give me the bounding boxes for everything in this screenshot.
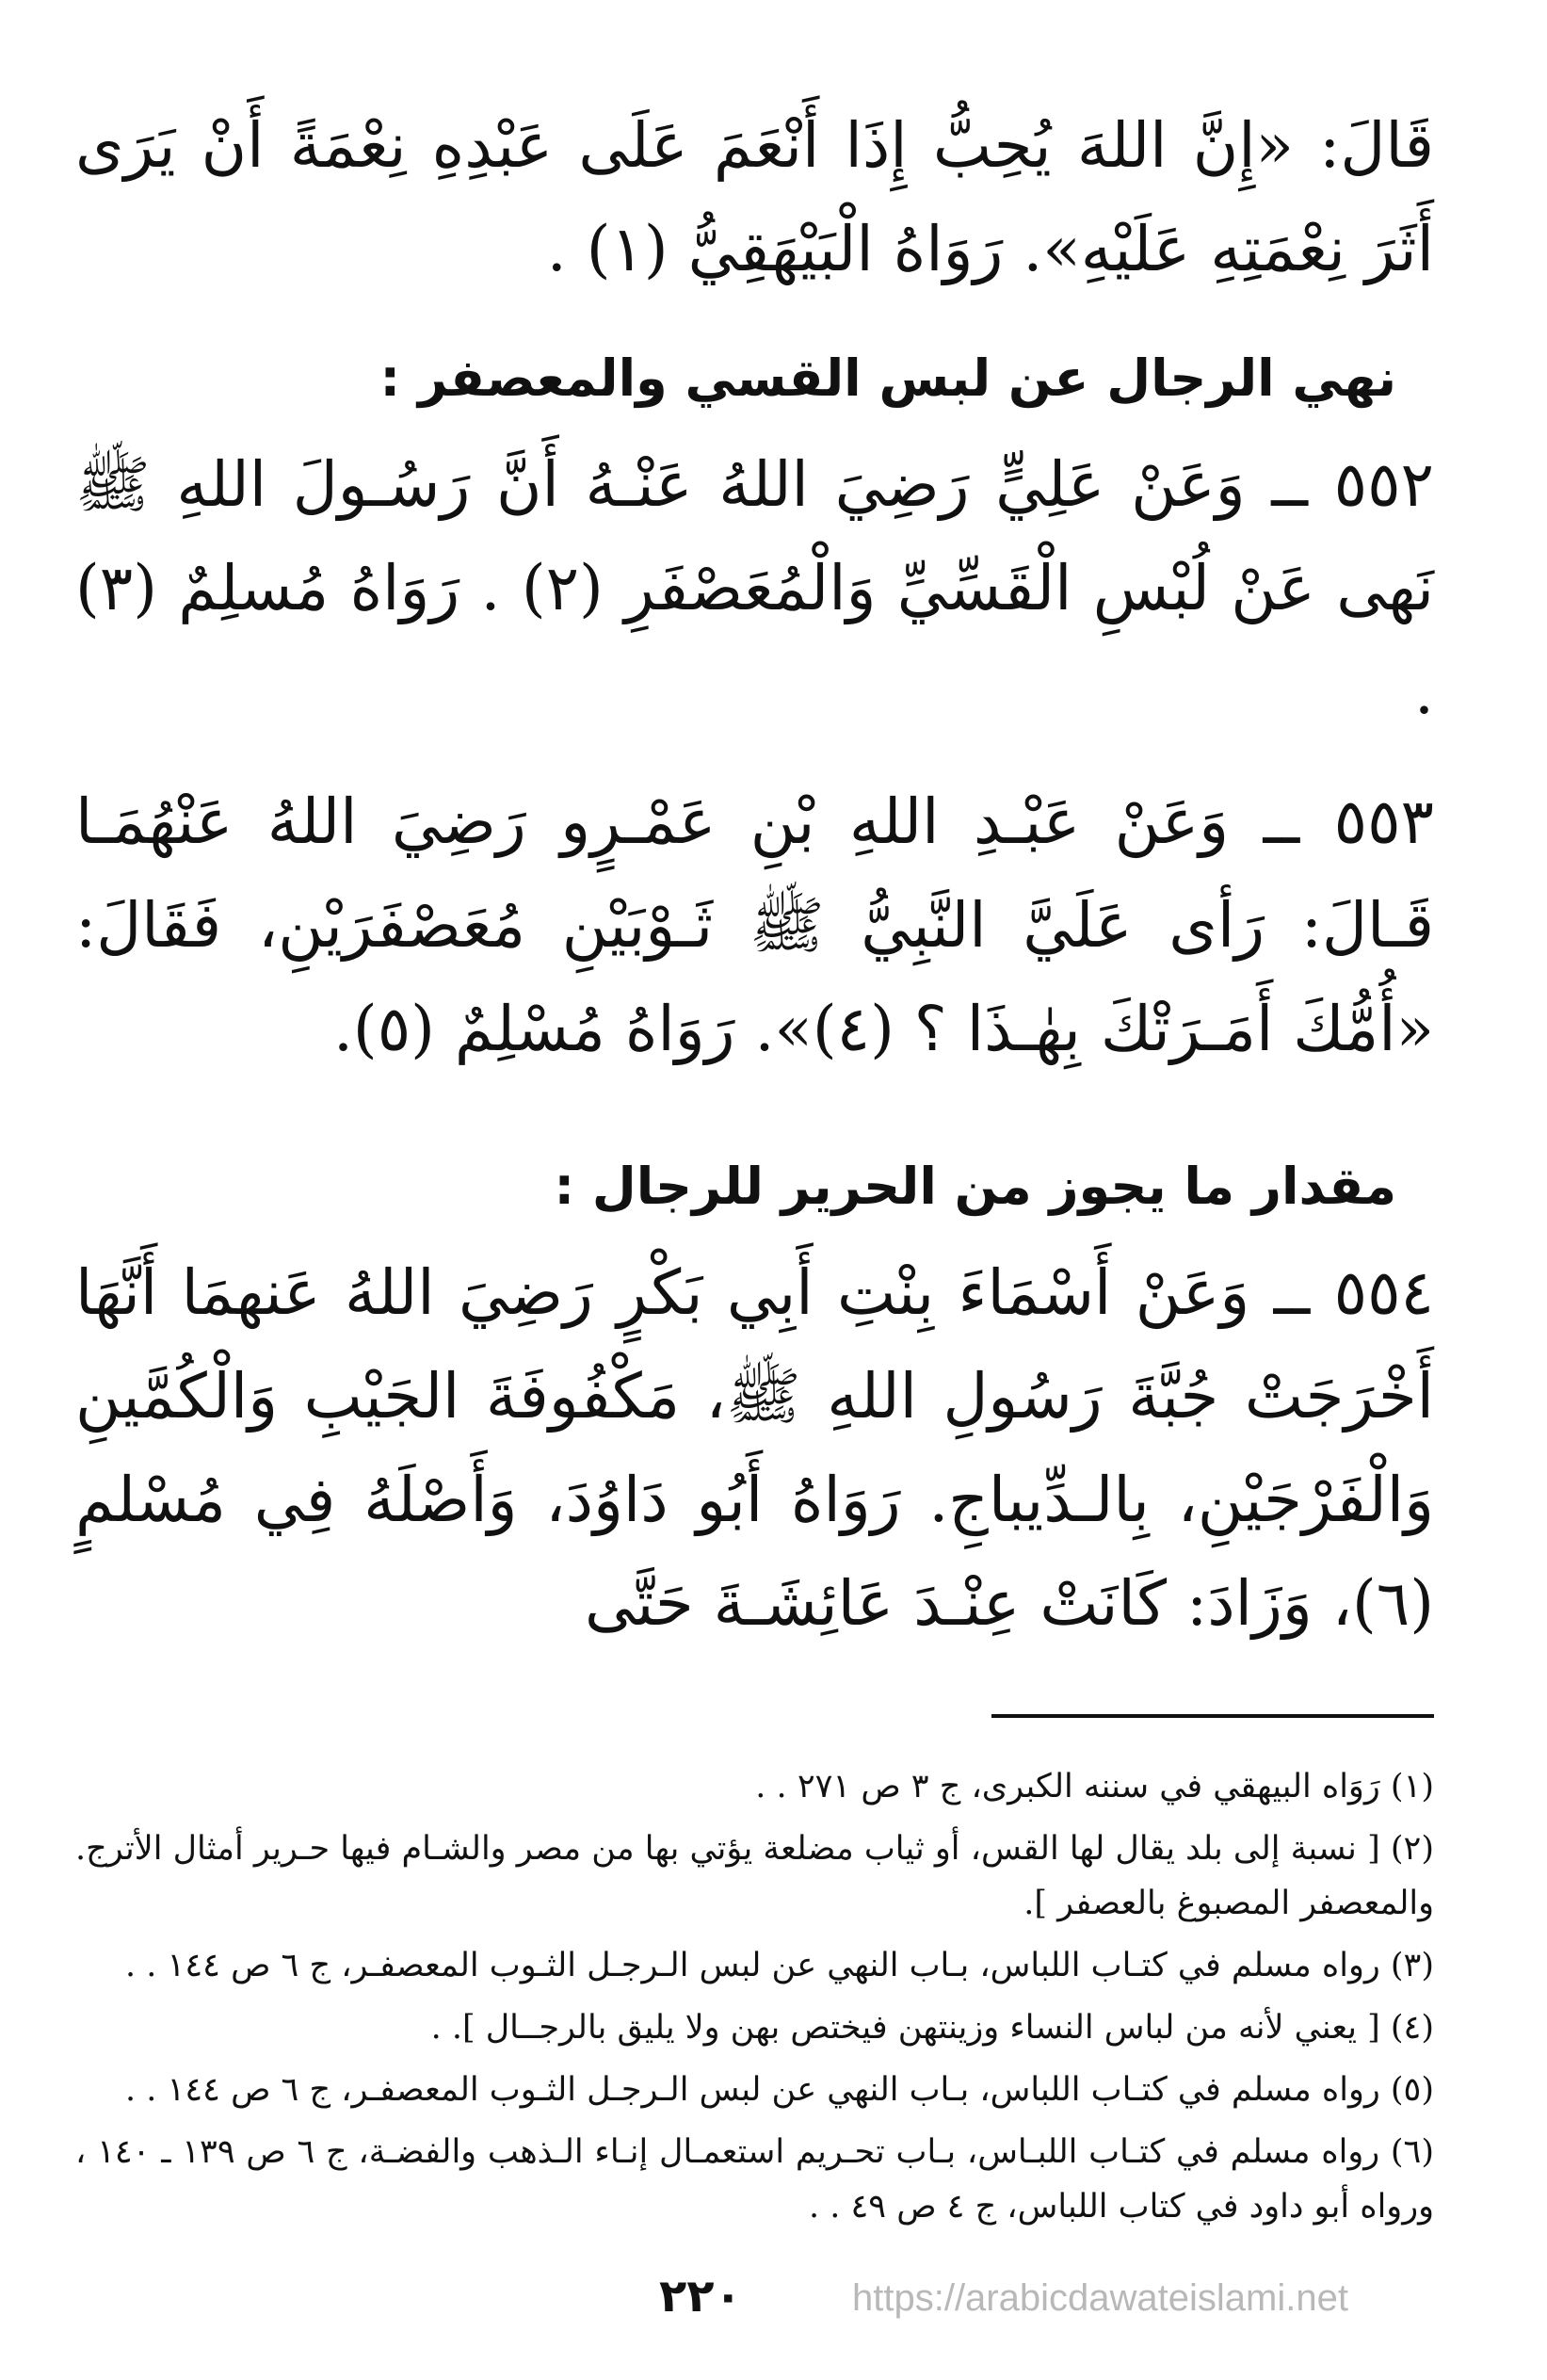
footnote-5: (٥) رواه مسلم في كتـاب اللباس، بـاب النهي عن لبس الـرجـل الثـوب المعصفـر، ج ٦ ص ١٤٤ . .: [125, 2071, 1434, 2109]
hadith-paragraph-554: ٥٥٤ ــ وَعَنْ أَسْمَاءَ بِنْتِ أَبِي بَكْرٍ رَضِيَ اللهُ عَنهمَا أَنَّهَا أَخْرَجَتْ جُبَّةَ رَسُولِ اللهِ ﷺ، مَكْفُوفَةَ الجَيْبِ وَالْكُمَّينِ وَالْفَرْجَيْنِ، بِالـدِّيباجِ. رَوَاهُ أَبُو دَاوُدَ، وَأَصْلَهُ فِي مُسْلمٍ (٦)، وَزَادَ: كَانَتْ عِنْـدَ عَائِشَـةَ حَتَّى: [75, 1256, 1434, 1640]
page-content: [75, 94, 1434, 2380]
footnote-4: (٤) [ يعني لأنه من لباس النساء وزينتهن فيختص بهن ولا يليق بالرجــال ]. .: [430, 2009, 1434, 2047]
section-heading-2: مقدار ما يجوز من الحرير للرجال :: [554, 1157, 1396, 1216]
footnote-6: (٦) رواه مسلم في كتـاب اللبـاس، بـاب تحـريم استعمـال إنـاء الـذهب والفضـة، ج ٦ ص ١٣٩ ـ ١٤٠ ، ورواه أبو داود في كتاب اللباس، ج ٤ ص ٤٩ . .: [75, 2133, 1434, 2226]
hadith-paragraph-1: قَالَ: «إِنَّ اللهَ يُحِبُّ إِذَا أَنْعَمَ عَلَى عَبْدِهِ نِعْمَةً أَنْ يَرَى أَثَرَ نِعْمَتِهِ عَلَيْهِ». رَوَاهُ الْبَيْهَقِيُّ (١) .: [75, 109, 1434, 285]
section-heading-1: نهي الرجال عن لبس القسي والمعصفر :: [379, 348, 1396, 408]
page-number: ٢٢٠: [659, 2270, 742, 2323]
hadith-paragraph-553: ٥٥٣ ــ وَعَنْ عَبْـدِ اللهِ بْنِ عَمْـرٍو رَضِيَ اللهُ عَنْهُمَـا قَـالَ: رَأى عَلَيَّ النَّبِيُّ ﷺ ثَـوْبَيْنِ مُعَصْفَرَيْنِ، فَقَالَ: «أُمُّكَ أَمَـرَتْكَ بِهٰـذَا ؟ (٤)». رَوَاهُ مُسْلِمٌ (٥).: [75, 785, 1434, 1065]
watermark-url: https://arabicdawateislami.net: [852, 2277, 1348, 2319]
footnote-2: (٢) [ نسبة إلى بلد يقال لها القس، أو ثياب مضلعة يؤتي بها من مصر والشـام فيها حـرير أمثال الأترج. والمعصفر المصبوغ بالعصفر ].: [75, 1830, 1434, 1922]
footnote-divider: [991, 1714, 1434, 1718]
footnote-3: (٣) رواه مسلم في كتـاب اللباس، بـاب النهي عن لبس الـرجـل الثـوب المعصفـر، ج ٦ ص ١٤٤ . .: [125, 1947, 1434, 1984]
footnote-divider-wrap: [75, 1682, 1434, 1759]
footnotes: [75, 1759, 1434, 2234]
hadith-paragraph-552: ٥٥٢ ــ وَعَنْ عَلِيٍّ رَضِيَ اللهُ عَنْـهُ أَنَّ رَسُـولَ اللهِ ﷺ نَهى عَنْ لُبْسِ الْقَسِّيِّ وَالْمُعَصْفَرِ (٢) . رَوَاهُ مُسلِمٌ (٣) .: [75, 448, 1435, 728]
footnote-1: (١) رَوَاه البيهقي في سننه الكبرى، ج ٣ ص ٢٧١ . .: [755, 1768, 1434, 1805]
